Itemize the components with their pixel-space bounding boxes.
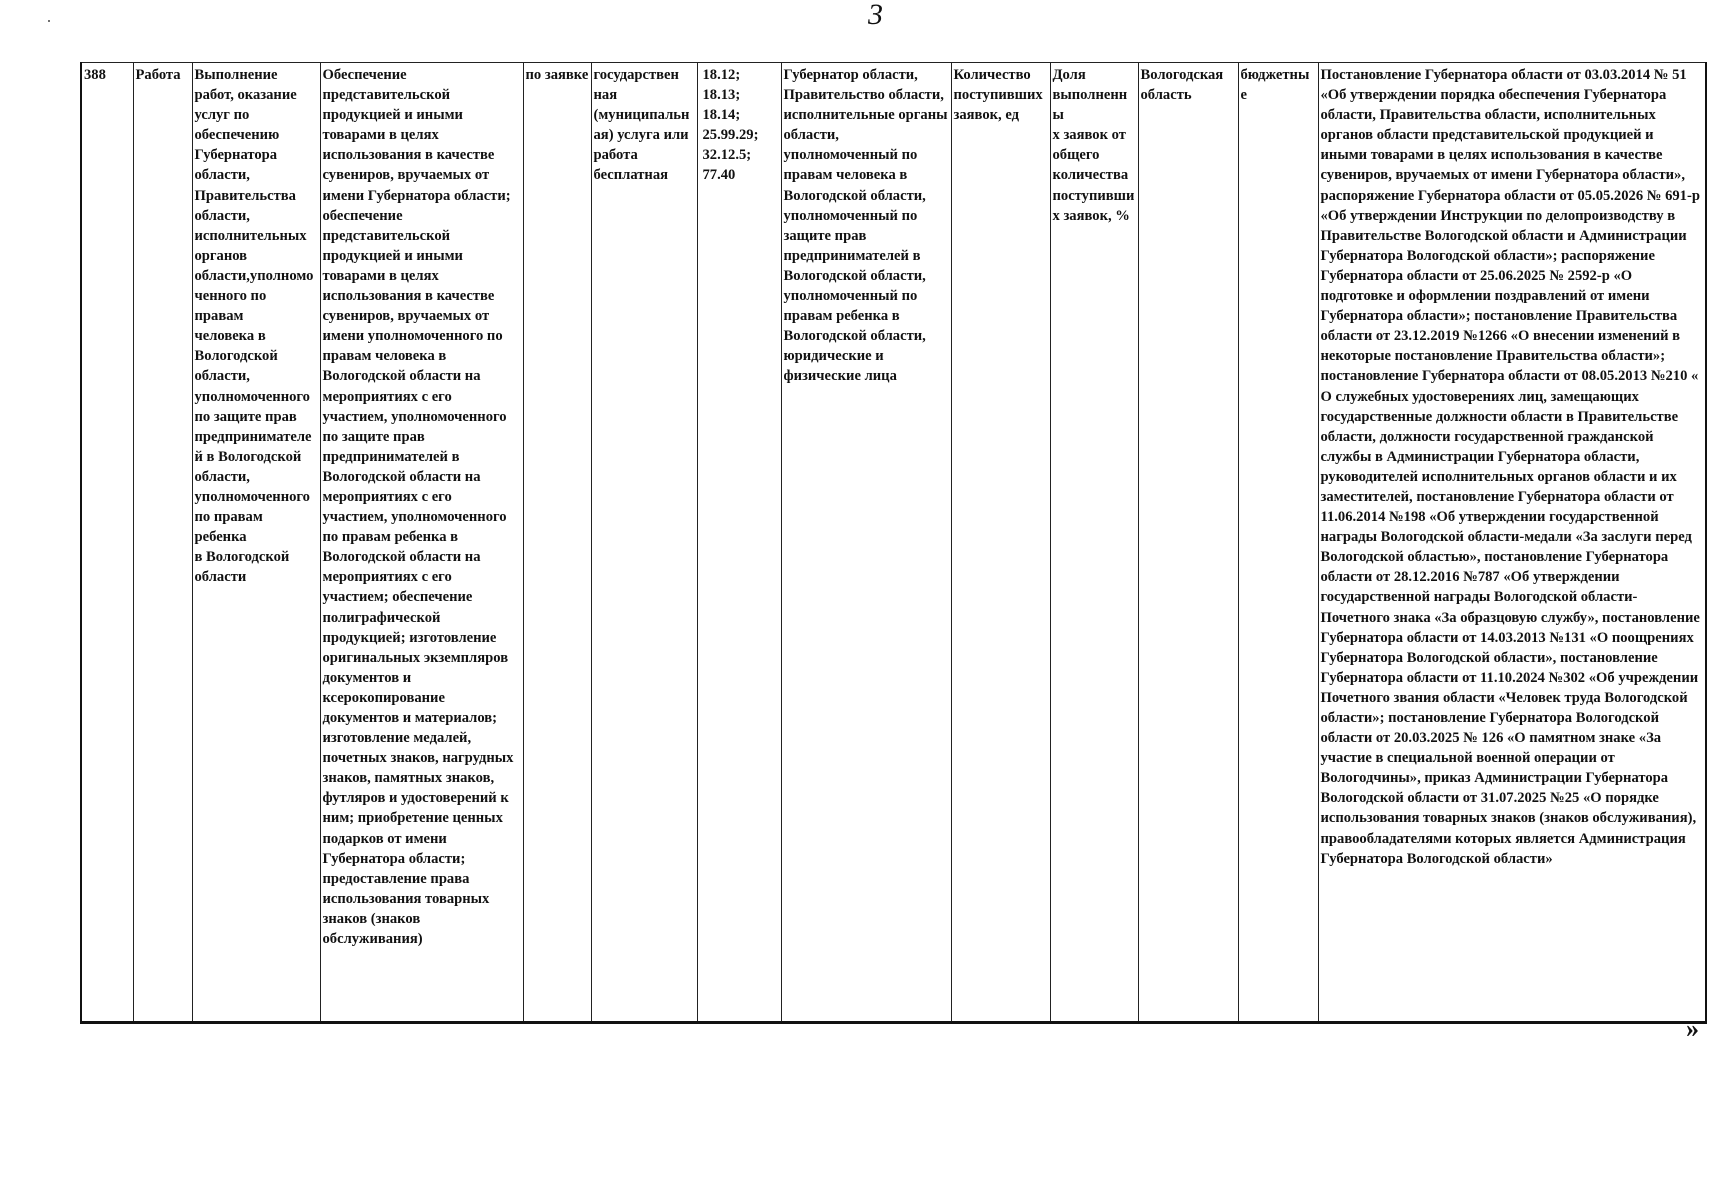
service-kind: государствен ная (муниципальн ая) услуга или работа бесплатная — [593, 67, 690, 184]
funding: бюджетные — [1240, 67, 1310, 104]
page-number: 3 — [868, 0, 883, 31]
provision-form-cell — [523, 63, 591, 1023]
consumers-cell — [781, 63, 951, 1023]
row-type: Работа — [135, 67, 181, 83]
owner: Вологодская область — [1140, 67, 1224, 104]
row-number-cell — [81, 63, 133, 1023]
service-content: Обеспечение представительской продукцией и иными товарами в целях использования в качестве сувениров, вручаемых от имени Губернатора области; обеспечение представительской продукцией и иными товарами в целях использования в качестве сувениров, вручаемых от имени уполномоченного по правам человека в Вологодской области на мероприятиях с его участием, уполномоченного по защите прав предпринимателей в Вологодской области на мероприятиях с его участием, уполномоченного по правам ребенка в Вологодской области на мероприятиях с его участием; обеспечение полиграфической продукцией; изготовление оригинальных экземпляров документов и ксерокопирование документов и материалов; изготовление медалей, почетных знаков, нагрудных знаков, памятных знаков, футляров и удостоверений к ним; приобретение ценных подарков от имени Губернатора области; предоставление права использования товарных знаков (знаков обслуживания) — [322, 67, 514, 948]
owner-cell — [1138, 63, 1238, 1023]
table-row — [81, 63, 1706, 1023]
okved-cell — [697, 63, 781, 1023]
consumers: Губернатор области, Правительство области, исполнительные органы области, уполномоченный по правам человека в Вологодской области, уполномоченный по защите прав предпринимателей в Вологодской области, уполномоченный по правам ребенка в Вологодской области, юридические и физические лица — [783, 67, 948, 385]
quality-indicator: Доля выполненны х заявок от общего количества поступивши х заявок, % — [1052, 67, 1135, 224]
quality-indicator-cell — [1050, 63, 1138, 1023]
volume-indicator: Количество поступивших заявок, ед — [953, 67, 1043, 124]
funding-cell — [1238, 63, 1318, 1023]
legal-acts: Постановление Губернатора области от 03.03.2014 № 51 «Об утверждении порядка обеспечения Губернатора области, Правительства области, исполнительных органов области представительской продукцией и иными товарами в целях использования в качестве сувениров, вручаемых от имени Губернатора области», распоряжение Губернатора области от 05.05.2026 № 691-р «Об утверждении Инструкции по делопроизводству в Правительстве Вологодской области и Администрации Губернатора Вологодской области»; распоряжение Губернатора области от 25.06.2025 № 2592-р «О подготовке и оформлении поздравлений от имени Губернатора области»; постановление Правительства области от 23.12.2019 №1266 «О внесении изменений в некоторые постановление Правительства области»; постановление Губернатора области от 08.05.2013 №210 « О служебных удостоверениях лиц, замещающих государственные должности области в Правительстве области, должности государственной гражданской службы в Администрации Губернатора области, руководителей исполнительных органов области и их заместителей, постановление Губернатора области от 11.06.2014 №198 «Об утверждении государственной награды Вологодской области-медали «За заслуги перед Вологодской областью», постановление Губернатора области от 28.12.2016 №787 «Об утверждении государственной награды Вологодской области- Почетного знака «За образцовую службу», постановление Губернатора области от 14.03.2013 №131 «О поощрениях Губернатора Вологодской области», постановление Губернатора области от 11.10.2024 №302 «Об учреждении Почетного звания области «Человек труда Вологодской области»; постановление Губернатора Вологодской области от 20.03.2025 № 126 «О памятном знаке «За участие в специальной военной операции от Вологодчины», приказ Администрации Губернатора Вологодской области от 31.07.2025 №25 «О порядке использования товарных знаков (знаков обслуживания), правообладателями которых является Администрация Губернатора Вологодской области» — [1320, 67, 1700, 867]
row-number: 388 — [84, 67, 106, 83]
scan-mark — [48, 20, 50, 22]
service-content-cell — [320, 63, 523, 1023]
service-name-cell — [192, 63, 320, 1023]
row-type-cell — [133, 63, 192, 1023]
legal-acts-cell — [1318, 63, 1706, 1023]
service-name: Выполнение работ, оказание услуг по обеспечению Губернатора области, Правительства области, исполнительных органов области,уполномо ченного по правам человека в Вологодской области, уполномоченного по защите прав предпринимателе й в Вологодской области, уполномоченного по правам ребенка в Вологодской области — [194, 67, 314, 586]
continuation-mark: » — [1686, 1014, 1699, 1043]
service-kind-cell — [591, 63, 697, 1023]
provision-form: по заявке — [525, 67, 589, 83]
volume-indicator-cell — [951, 63, 1050, 1023]
registry-table — [80, 62, 1707, 1024]
okved-codes: 18.12; 18.13; 18.14; 25.99.29; 32.12.5; 77.40 — [702, 67, 759, 184]
